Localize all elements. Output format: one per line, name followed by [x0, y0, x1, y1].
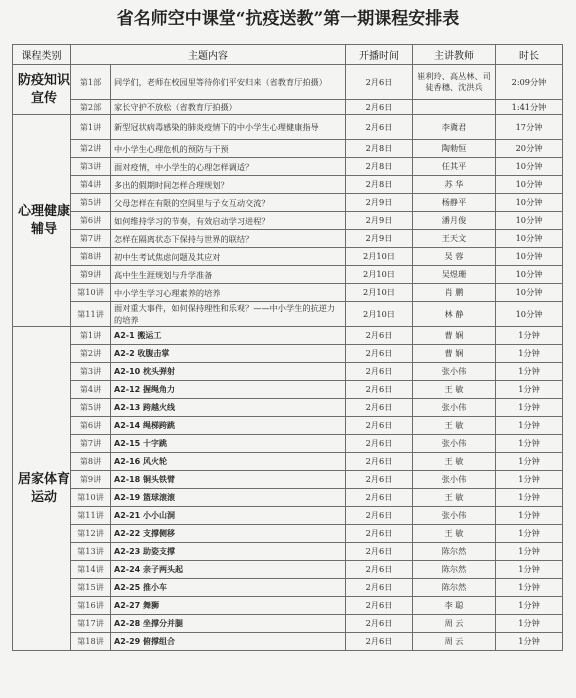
date-cell: 2月6日 [346, 435, 413, 453]
topic-cell: 面对重大事件，如何保持理性和乐观？——中小学生的抗逆力的培养 [111, 302, 346, 327]
header-topic: 主题内容 [71, 45, 346, 65]
table-row [13, 417, 563, 435]
table-row [13, 363, 563, 381]
duration-cell: 1分钟 [496, 525, 563, 543]
date-cell: 2月9日 [346, 230, 413, 248]
teacher-cell: 潘月俊 [413, 212, 496, 230]
lecture-number: 第10讲 [71, 489, 111, 507]
duration-cell: 10分钟 [496, 284, 563, 302]
topic-cell: 中小学生学习心理素养的培养 [111, 284, 346, 302]
topic-cell: A2-19 篮球滚滚 [111, 489, 346, 507]
duration-cell: 1分钟 [496, 633, 563, 651]
lecture-number: 第9讲 [71, 471, 111, 489]
duration-cell: 1分钟 [496, 435, 563, 453]
table-row [13, 453, 563, 471]
teacher-cell: 陶勑恒 [413, 140, 496, 158]
duration-cell: 10分钟 [496, 194, 563, 212]
lecture-number: 第5讲 [71, 194, 111, 212]
table-row [13, 176, 563, 194]
date-cell: 2月6日 [346, 100, 413, 115]
table-row [13, 158, 563, 176]
lecture-number: 第14讲 [71, 561, 111, 579]
table-row [13, 435, 563, 453]
topic-cell: 新型冠状病毒感染的肺炎疫情下的中小学生心理健康指导 [111, 115, 346, 140]
teacher-cell: 崔利玲、高丛林、司徒香穗、沈洪兵 [413, 65, 496, 100]
topic-cell: 面对疫情，中小学生的心理怎样调适？ [111, 158, 346, 176]
teacher-cell: 陈尔然 [413, 561, 496, 579]
date-cell: 2月6日 [346, 345, 413, 363]
duration-cell: 17分钟 [496, 115, 563, 140]
teacher-cell: 任其平 [413, 158, 496, 176]
lecture-number: 第2部 [71, 100, 111, 115]
lecture-number: 第16讲 [71, 597, 111, 615]
topic-cell: A2-14 绳梯跨跳 [111, 417, 346, 435]
date-cell: 2月6日 [346, 399, 413, 417]
lecture-number: 第1部 [71, 65, 111, 100]
teacher-cell: 张小伟 [413, 399, 496, 417]
duration-cell: 10分钟 [496, 230, 563, 248]
teacher-cell: 王 敏 [413, 417, 496, 435]
table-row [13, 248, 563, 266]
topic-cell: 多出的假期时间怎样合理规划？ [111, 176, 346, 194]
topic-cell: 家长守护不放松（省教育厅拍摄） [111, 100, 346, 115]
date-cell: 2月8日 [346, 176, 413, 194]
lecture-number: 第18讲 [71, 633, 111, 651]
table-row [13, 381, 563, 399]
duration-cell: 1分钟 [496, 489, 563, 507]
date-cell: 2月10日 [346, 266, 413, 284]
table-row [13, 284, 563, 302]
lecture-number: 第1讲 [71, 327, 111, 345]
teacher-cell: 王天文 [413, 230, 496, 248]
lecture-number: 第2讲 [71, 345, 111, 363]
topic-cell: A2-2 收腹击掌 [111, 345, 346, 363]
lecture-number: 第9讲 [71, 266, 111, 284]
table-row [13, 302, 563, 327]
page-title: 省名师空中课堂“抗疫送教”第一期课程安排表 [116, 9, 460, 29]
duration-cell: 20分钟 [496, 140, 563, 158]
date-cell: 2月6日 [346, 615, 413, 633]
lecture-number: 第1讲 [71, 115, 111, 140]
table-row [13, 615, 563, 633]
date-cell: 2月6日 [346, 489, 413, 507]
date-cell: 2月6日 [346, 115, 413, 140]
duration-cell: 1:41分钟 [496, 100, 563, 115]
duration-cell: 1分钟 [496, 417, 563, 435]
topic-cell: A2-24 亲子两头起 [111, 561, 346, 579]
teacher-cell: 王 敏 [413, 381, 496, 399]
teacher-cell: 吴 蓉 [413, 248, 496, 266]
lecture-number: 第4讲 [71, 176, 111, 194]
lecture-number: 第6讲 [71, 212, 111, 230]
date-cell: 2月6日 [346, 543, 413, 561]
lecture-number: 第3讲 [71, 158, 111, 176]
topic-cell: A2-23 助姿支撑 [111, 543, 346, 561]
teacher-cell: 林 静 [413, 302, 496, 327]
table-row [13, 489, 563, 507]
schedule-table-body [13, 45, 563, 651]
schedule-table [12, 44, 563, 651]
lecture-number: 第8讲 [71, 248, 111, 266]
category-cell-pe [13, 327, 71, 651]
duration-cell: 1分钟 [496, 561, 563, 579]
topic-cell: 高中生生涯规划与升学准备 [111, 266, 346, 284]
header-duration: 时长 [496, 45, 563, 65]
lecture-number: 第2讲 [71, 140, 111, 158]
teacher-cell: 李 聪 [413, 597, 496, 615]
teacher-cell: 张小伟 [413, 435, 496, 453]
date-cell: 2月10日 [346, 302, 413, 327]
table-row [13, 212, 563, 230]
teacher-cell: 陈尔然 [413, 543, 496, 561]
duration-cell: 10分钟 [496, 176, 563, 194]
date-cell: 2月6日 [346, 65, 413, 100]
lecture-number: 第3讲 [71, 363, 111, 381]
date-cell: 2月6日 [346, 417, 413, 435]
lecture-number: 第10讲 [71, 284, 111, 302]
duration-cell: 1分钟 [496, 579, 563, 597]
table-row [13, 65, 563, 100]
date-cell: 2月6日 [346, 579, 413, 597]
lecture-number: 第4讲 [71, 381, 111, 399]
teacher-cell [413, 100, 496, 115]
teacher-cell: 陈尔然 [413, 579, 496, 597]
lecture-number: 第12讲 [71, 525, 111, 543]
date-cell: 2月9日 [346, 194, 413, 212]
teacher-cell: 曹 娴 [413, 345, 496, 363]
topic-cell: A2-13 跨越火线 [111, 399, 346, 417]
lecture-number: 第11讲 [71, 302, 111, 327]
date-cell: 2月10日 [346, 248, 413, 266]
category-cell-mental [13, 115, 71, 327]
lecture-number: 第5讲 [71, 399, 111, 417]
date-cell: 2月10日 [346, 284, 413, 302]
teacher-cell: 曹 娴 [413, 327, 496, 345]
date-cell: 2月6日 [346, 507, 413, 525]
table-row [13, 597, 563, 615]
topic-cell: A2-1 搬运工 [111, 327, 346, 345]
duration-cell: 1分钟 [496, 345, 563, 363]
lecture-number: 第7讲 [71, 230, 111, 248]
date-cell: 2月6日 [346, 381, 413, 399]
date-cell: 2月6日 [346, 561, 413, 579]
topic-cell: 初中生考试焦虑问题及其应对 [111, 248, 346, 266]
duration-cell: 10分钟 [496, 212, 563, 230]
teacher-cell: 周 云 [413, 615, 496, 633]
duration-cell: 1分钟 [496, 453, 563, 471]
teacher-cell: 肖 鹏 [413, 284, 496, 302]
header-teacher: 主讲教师 [413, 45, 496, 65]
duration-cell: 10分钟 [496, 158, 563, 176]
duration-cell: 1分钟 [496, 381, 563, 399]
duration-cell: 1分钟 [496, 615, 563, 633]
topic-cell: A2-28 坐撑分并腿 [111, 615, 346, 633]
header-time: 开播时间 [346, 45, 413, 65]
topic-cell: A2-25 推小车 [111, 579, 346, 597]
duration-cell: 2:09分钟 [496, 65, 563, 100]
table-row [13, 115, 563, 140]
teacher-cell: 苏 华 [413, 176, 496, 194]
teacher-cell: 吴煜珊 [413, 266, 496, 284]
lecture-number: 第7讲 [71, 435, 111, 453]
teacher-cell: 王 敏 [413, 453, 496, 471]
table-row [13, 633, 563, 651]
table-row [13, 194, 563, 212]
lecture-number: 第11讲 [71, 507, 111, 525]
date-cell: 2月6日 [346, 471, 413, 489]
table-row [13, 399, 563, 417]
date-cell: 2月9日 [346, 212, 413, 230]
topic-cell: A2-21 小小山洞 [111, 507, 346, 525]
teacher-cell: 张小伟 [413, 471, 496, 489]
date-cell: 2月8日 [346, 158, 413, 176]
teacher-cell: 王 敏 [413, 489, 496, 507]
lecture-number: 第8讲 [71, 453, 111, 471]
topic-cell: 同学们，老师在校园里等待你们平安归来（省教育厅拍摄） [111, 65, 346, 100]
teacher-cell: 张小伟 [413, 507, 496, 525]
duration-cell: 1分钟 [496, 597, 563, 615]
table-row [13, 327, 563, 345]
lecture-number: 第6讲 [71, 417, 111, 435]
teacher-cell: 王 敏 [413, 525, 496, 543]
duration-cell: 1分钟 [496, 507, 563, 525]
category-cell-prevention [13, 65, 71, 115]
table-row [13, 561, 563, 579]
category-label: 防疫知识宣传 [17, 72, 70, 106]
duration-cell: 1分钟 [496, 543, 563, 561]
topic-cell: A2-16 风火轮 [111, 453, 346, 471]
topic-cell: 如何维持学习的节奏，有效启动学习进程？ [111, 212, 346, 230]
lecture-number: 第17讲 [71, 615, 111, 633]
topic-cell: A2-18 铜头铁臂 [111, 471, 346, 489]
header-category: 课程类别 [13, 45, 71, 65]
date-cell: 2月6日 [346, 453, 413, 471]
date-cell: 2月8日 [346, 140, 413, 158]
table-row [13, 543, 563, 561]
teacher-cell: 李冀君 [413, 115, 496, 140]
table-row [13, 140, 563, 158]
lecture-number: 第15讲 [71, 579, 111, 597]
topic-cell: A2-29 俯撑组合 [111, 633, 346, 651]
category-label: 居家体育运动 [17, 471, 70, 505]
topic-cell: 怎样在隔离状态下保持与世界的联结？ [111, 230, 346, 248]
table-row [13, 525, 563, 543]
topic-cell: A2-15 十字跳 [111, 435, 346, 453]
table-row [13, 471, 563, 489]
duration-cell: 10分钟 [496, 302, 563, 327]
table-row [13, 579, 563, 597]
topic-cell: A2-27 舞狮 [111, 597, 346, 615]
duration-cell: 1分钟 [496, 399, 563, 417]
table-row [13, 100, 563, 115]
teacher-cell: 杨静平 [413, 194, 496, 212]
topic-cell: A2-10 枕头弹射 [111, 363, 346, 381]
table-header-row [13, 45, 563, 65]
category-label: 心理健康辅导 [17, 203, 70, 237]
duration-cell: 10分钟 [496, 248, 563, 266]
teacher-cell: 张小伟 [413, 363, 496, 381]
duration-cell: 1分钟 [496, 471, 563, 489]
table-row [13, 230, 563, 248]
date-cell: 2月6日 [346, 363, 413, 381]
topic-cell: 父母怎样在有限的空间里与子女互动交流？ [111, 194, 346, 212]
date-cell: 2月6日 [346, 327, 413, 345]
topic-cell: 中小学生心理危机的预防与干预 [111, 140, 346, 158]
duration-cell: 10分钟 [496, 266, 563, 284]
date-cell: 2月6日 [346, 525, 413, 543]
topic-cell: A2-22 支撑侧移 [111, 525, 346, 543]
table-row [13, 266, 563, 284]
table-row [13, 345, 563, 363]
lecture-number: 第13讲 [71, 543, 111, 561]
date-cell: 2月6日 [346, 633, 413, 651]
duration-cell: 1分钟 [496, 327, 563, 345]
teacher-cell: 周 云 [413, 633, 496, 651]
date-cell: 2月6日 [346, 597, 413, 615]
topic-cell: A2-12 握绳角力 [111, 381, 346, 399]
table-row [13, 507, 563, 525]
duration-cell: 1分钟 [496, 363, 563, 381]
